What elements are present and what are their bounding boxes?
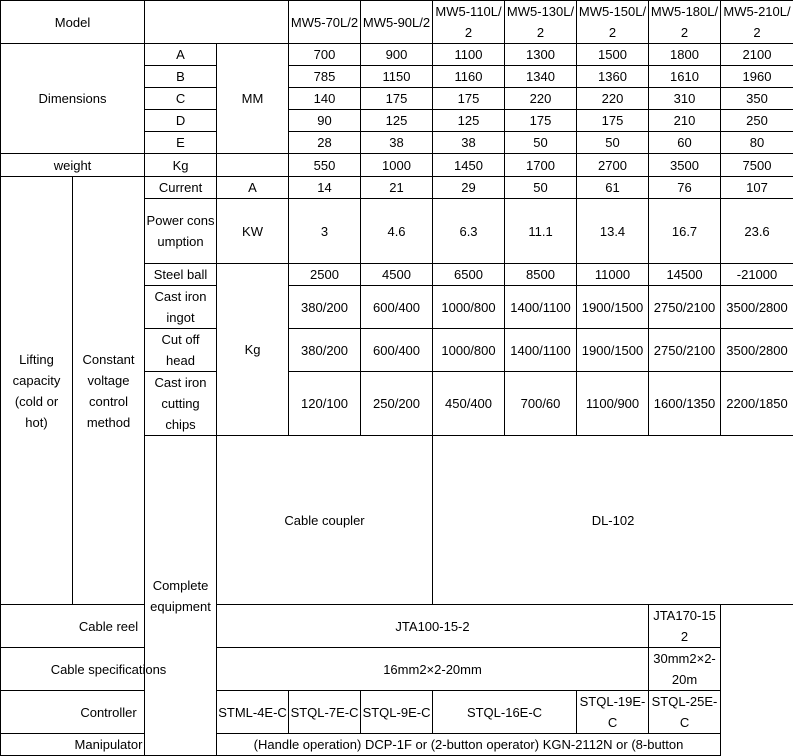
manipulator-row — [1, 734, 793, 756]
dimension-value: 125 — [361, 110, 433, 132]
controller-label: Controller — [1, 691, 217, 734]
dimension-value: 28 — [289, 132, 361, 154]
dimension-value: 38 — [361, 132, 433, 154]
controller-value: STQL-9E-C — [361, 691, 433, 734]
weight-value: 1000 — [361, 154, 433, 177]
model-name: MW5-150L/2 — [577, 1, 649, 44]
dimension-value: 175 — [361, 88, 433, 110]
cable-spec-row — [1, 648, 793, 691]
controller-value: STML-4E-C — [217, 691, 289, 734]
model-name: MW5-110L/2 — [433, 1, 505, 44]
power-value: 3 — [289, 199, 361, 264]
control-method-label: Constant voltage control method — [73, 177, 145, 605]
current-value: 61 — [577, 177, 649, 199]
dimension-value: 1160 — [433, 66, 505, 88]
dimension-value: 50 — [505, 132, 577, 154]
model-name: MW5-90L/2 — [361, 1, 433, 44]
cast-iron-ingot-value: 3500/2800 — [721, 286, 793, 329]
dimension-row-a — [1, 44, 793, 66]
steel-ball-value: -21000 — [721, 264, 793, 286]
power-value: 6.3 — [433, 199, 505, 264]
weight-value: 3500 — [649, 154, 721, 177]
dimension-value: 175 — [433, 88, 505, 110]
steel-ball-value: 8500 — [505, 264, 577, 286]
weight-value: 1700 — [505, 154, 577, 177]
dimension-value: 80 — [721, 132, 793, 154]
dimension-value: 1300 — [505, 44, 577, 66]
cast-iron-ingot-label: Cast iron ingot — [145, 286, 217, 329]
cut-off-head-label: Cut off head — [145, 329, 217, 372]
dimension-value: 1150 — [361, 66, 433, 88]
steel-ball-value: 14500 — [649, 264, 721, 286]
dimension-value: 140 — [289, 88, 361, 110]
dimension-value: 125 — [433, 110, 505, 132]
weight-row — [1, 154, 793, 177]
cast-iron-ingot-value: 600/400 — [361, 286, 433, 329]
dimension-value: 1100 — [433, 44, 505, 66]
cast-iron-ingot-value: 1900/1500 — [577, 286, 649, 329]
cutting-chips-value: 1100/900 — [577, 372, 649, 436]
cut-off-head-value: 600/400 — [361, 329, 433, 372]
dimension-value: 350 — [721, 88, 793, 110]
power-value: 16.7 — [649, 199, 721, 264]
cable-reel-label: Cable reel — [1, 605, 217, 648]
controller-value: STQL-7E-C — [289, 691, 361, 734]
weight-value: 550 — [289, 154, 361, 177]
dimension-value: 700 — [289, 44, 361, 66]
controller-row — [1, 691, 793, 734]
cut-off-head-value: 1000/800 — [433, 329, 505, 372]
dimension-key: E — [145, 132, 217, 154]
dimension-value: 50 — [577, 132, 649, 154]
dimension-key: A — [145, 44, 217, 66]
cutting-chips-value: 120/100 — [289, 372, 361, 436]
current-value: 76 — [649, 177, 721, 199]
dimension-key: C — [145, 88, 217, 110]
steel-ball-label: Steel ball — [145, 264, 217, 286]
cutting-chips-value: 2200/1850 — [721, 372, 793, 436]
model-name: MW5-130L/2 — [505, 1, 577, 44]
manipulator-value: (Handle operation) DCP-1F or (2-button operator) KGN-2112N or (8-button — [217, 734, 721, 756]
dimension-value: 900 — [361, 44, 433, 66]
weight-value: 7500 — [721, 154, 793, 177]
dimension-value: 1960 — [721, 66, 793, 88]
cut-off-head-value: 3500/2800 — [721, 329, 793, 372]
power-value: 4.6 — [361, 199, 433, 264]
cutting-chips-value: 1600/1350 — [649, 372, 721, 436]
controller-value: STQL-19E-C — [577, 691, 649, 734]
power-value: 11.1 — [505, 199, 577, 264]
manipulator-label: Manipulator — [1, 734, 217, 756]
dimension-value: 1800 — [649, 44, 721, 66]
cable-reel-value-last: JTA170-152 — [649, 605, 721, 648]
dimension-value: 60 — [649, 132, 721, 154]
dimension-key: D — [145, 110, 217, 132]
cutting-chips-value: 450/400 — [433, 372, 505, 436]
current-label: Current — [145, 177, 217, 199]
cable-spec-label: Cable specifications — [1, 648, 217, 691]
dimension-value: 2100 — [721, 44, 793, 66]
dimension-key: B — [145, 66, 217, 88]
steel-ball-value: 11000 — [577, 264, 649, 286]
load-unit: Kg — [217, 264, 289, 436]
current-unit: A — [217, 177, 289, 199]
dimension-value: 310 — [649, 88, 721, 110]
power-label: Power consumption — [145, 199, 217, 264]
steel-ball-value: 6500 — [433, 264, 505, 286]
model-row — [1, 1, 793, 44]
model-name: MW5-210L/2 — [721, 1, 793, 44]
dimension-value: 1360 — [577, 66, 649, 88]
dimensions-unit: MM — [217, 44, 289, 154]
steel-ball-value: 4500 — [361, 264, 433, 286]
cut-off-head-value: 1400/1100 — [505, 329, 577, 372]
dimension-value: 210 — [649, 110, 721, 132]
current-value: 107 — [721, 177, 793, 199]
model-label: Model — [1, 1, 145, 44]
cut-off-head-value: 1900/1500 — [577, 329, 649, 372]
dimension-value: 1340 — [505, 66, 577, 88]
current-row — [1, 177, 793, 199]
current-value: 29 — [433, 177, 505, 199]
current-value: 21 — [361, 177, 433, 199]
power-value: 13.4 — [577, 199, 649, 264]
complete-equipment-label: Complete equipment — [145, 436, 217, 756]
dimension-value: 175 — [577, 110, 649, 132]
controller-value: STQL-25E-C — [649, 691, 721, 734]
weight-blank-cell — [217, 154, 289, 177]
lifting-capacity-label: Lifting capacity (cold or hot) — [1, 177, 73, 605]
current-value: 14 — [289, 177, 361, 199]
cable-reel-row — [1, 605, 793, 648]
weight-label: weight — [1, 154, 145, 177]
dimension-value: 785 — [289, 66, 361, 88]
weight-value: 2700 — [577, 154, 649, 177]
power-unit: KW — [217, 199, 289, 264]
dimension-value: 250 — [721, 110, 793, 132]
dimension-value: 1610 — [649, 66, 721, 88]
cable-spec-value: 16mm2×2-20mm — [217, 648, 649, 691]
dimension-value: 220 — [577, 88, 649, 110]
cable-spec-value-last: 30mm2×2-20m — [649, 648, 721, 691]
weight-unit: Kg — [145, 154, 217, 177]
cable-reel-value: JTA100-15-2 — [217, 605, 649, 648]
cut-off-head-value: 380/200 — [289, 329, 361, 372]
cutting-chips-value: 250/200 — [361, 372, 433, 436]
dimension-value: 1500 — [577, 44, 649, 66]
cast-iron-ingot-value: 1400/1100 — [505, 286, 577, 329]
cable-coupler-value: DL-102 — [433, 436, 793, 605]
dimension-value: 90 — [289, 110, 361, 132]
controller-value: STQL-16E-C — [433, 691, 577, 734]
steel-ball-value: 2500 — [289, 264, 361, 286]
dimension-value: 38 — [433, 132, 505, 154]
cutting-chips-label: Cast iron cutting chips — [145, 372, 217, 436]
cast-iron-ingot-value: 1000/800 — [433, 286, 505, 329]
cut-off-head-value: 2750/2100 — [649, 329, 721, 372]
dimension-value: 175 — [505, 110, 577, 132]
model-name: MW5-70L/2 — [289, 1, 361, 44]
dimensions-label: Dimensions — [1, 44, 145, 154]
dimension-value: 220 — [505, 88, 577, 110]
weight-value: 1450 — [433, 154, 505, 177]
cast-iron-ingot-value: 380/200 — [289, 286, 361, 329]
model-blank-cell — [145, 1, 289, 44]
cast-iron-ingot-value: 2750/2100 — [649, 286, 721, 329]
cutting-chips-value: 700/60 — [505, 372, 577, 436]
cable-coupler-label: Cable coupler — [217, 436, 433, 605]
current-value: 50 — [505, 177, 577, 199]
model-name: MW5-180L/2 — [649, 1, 721, 44]
power-value: 23.6 — [721, 199, 793, 264]
